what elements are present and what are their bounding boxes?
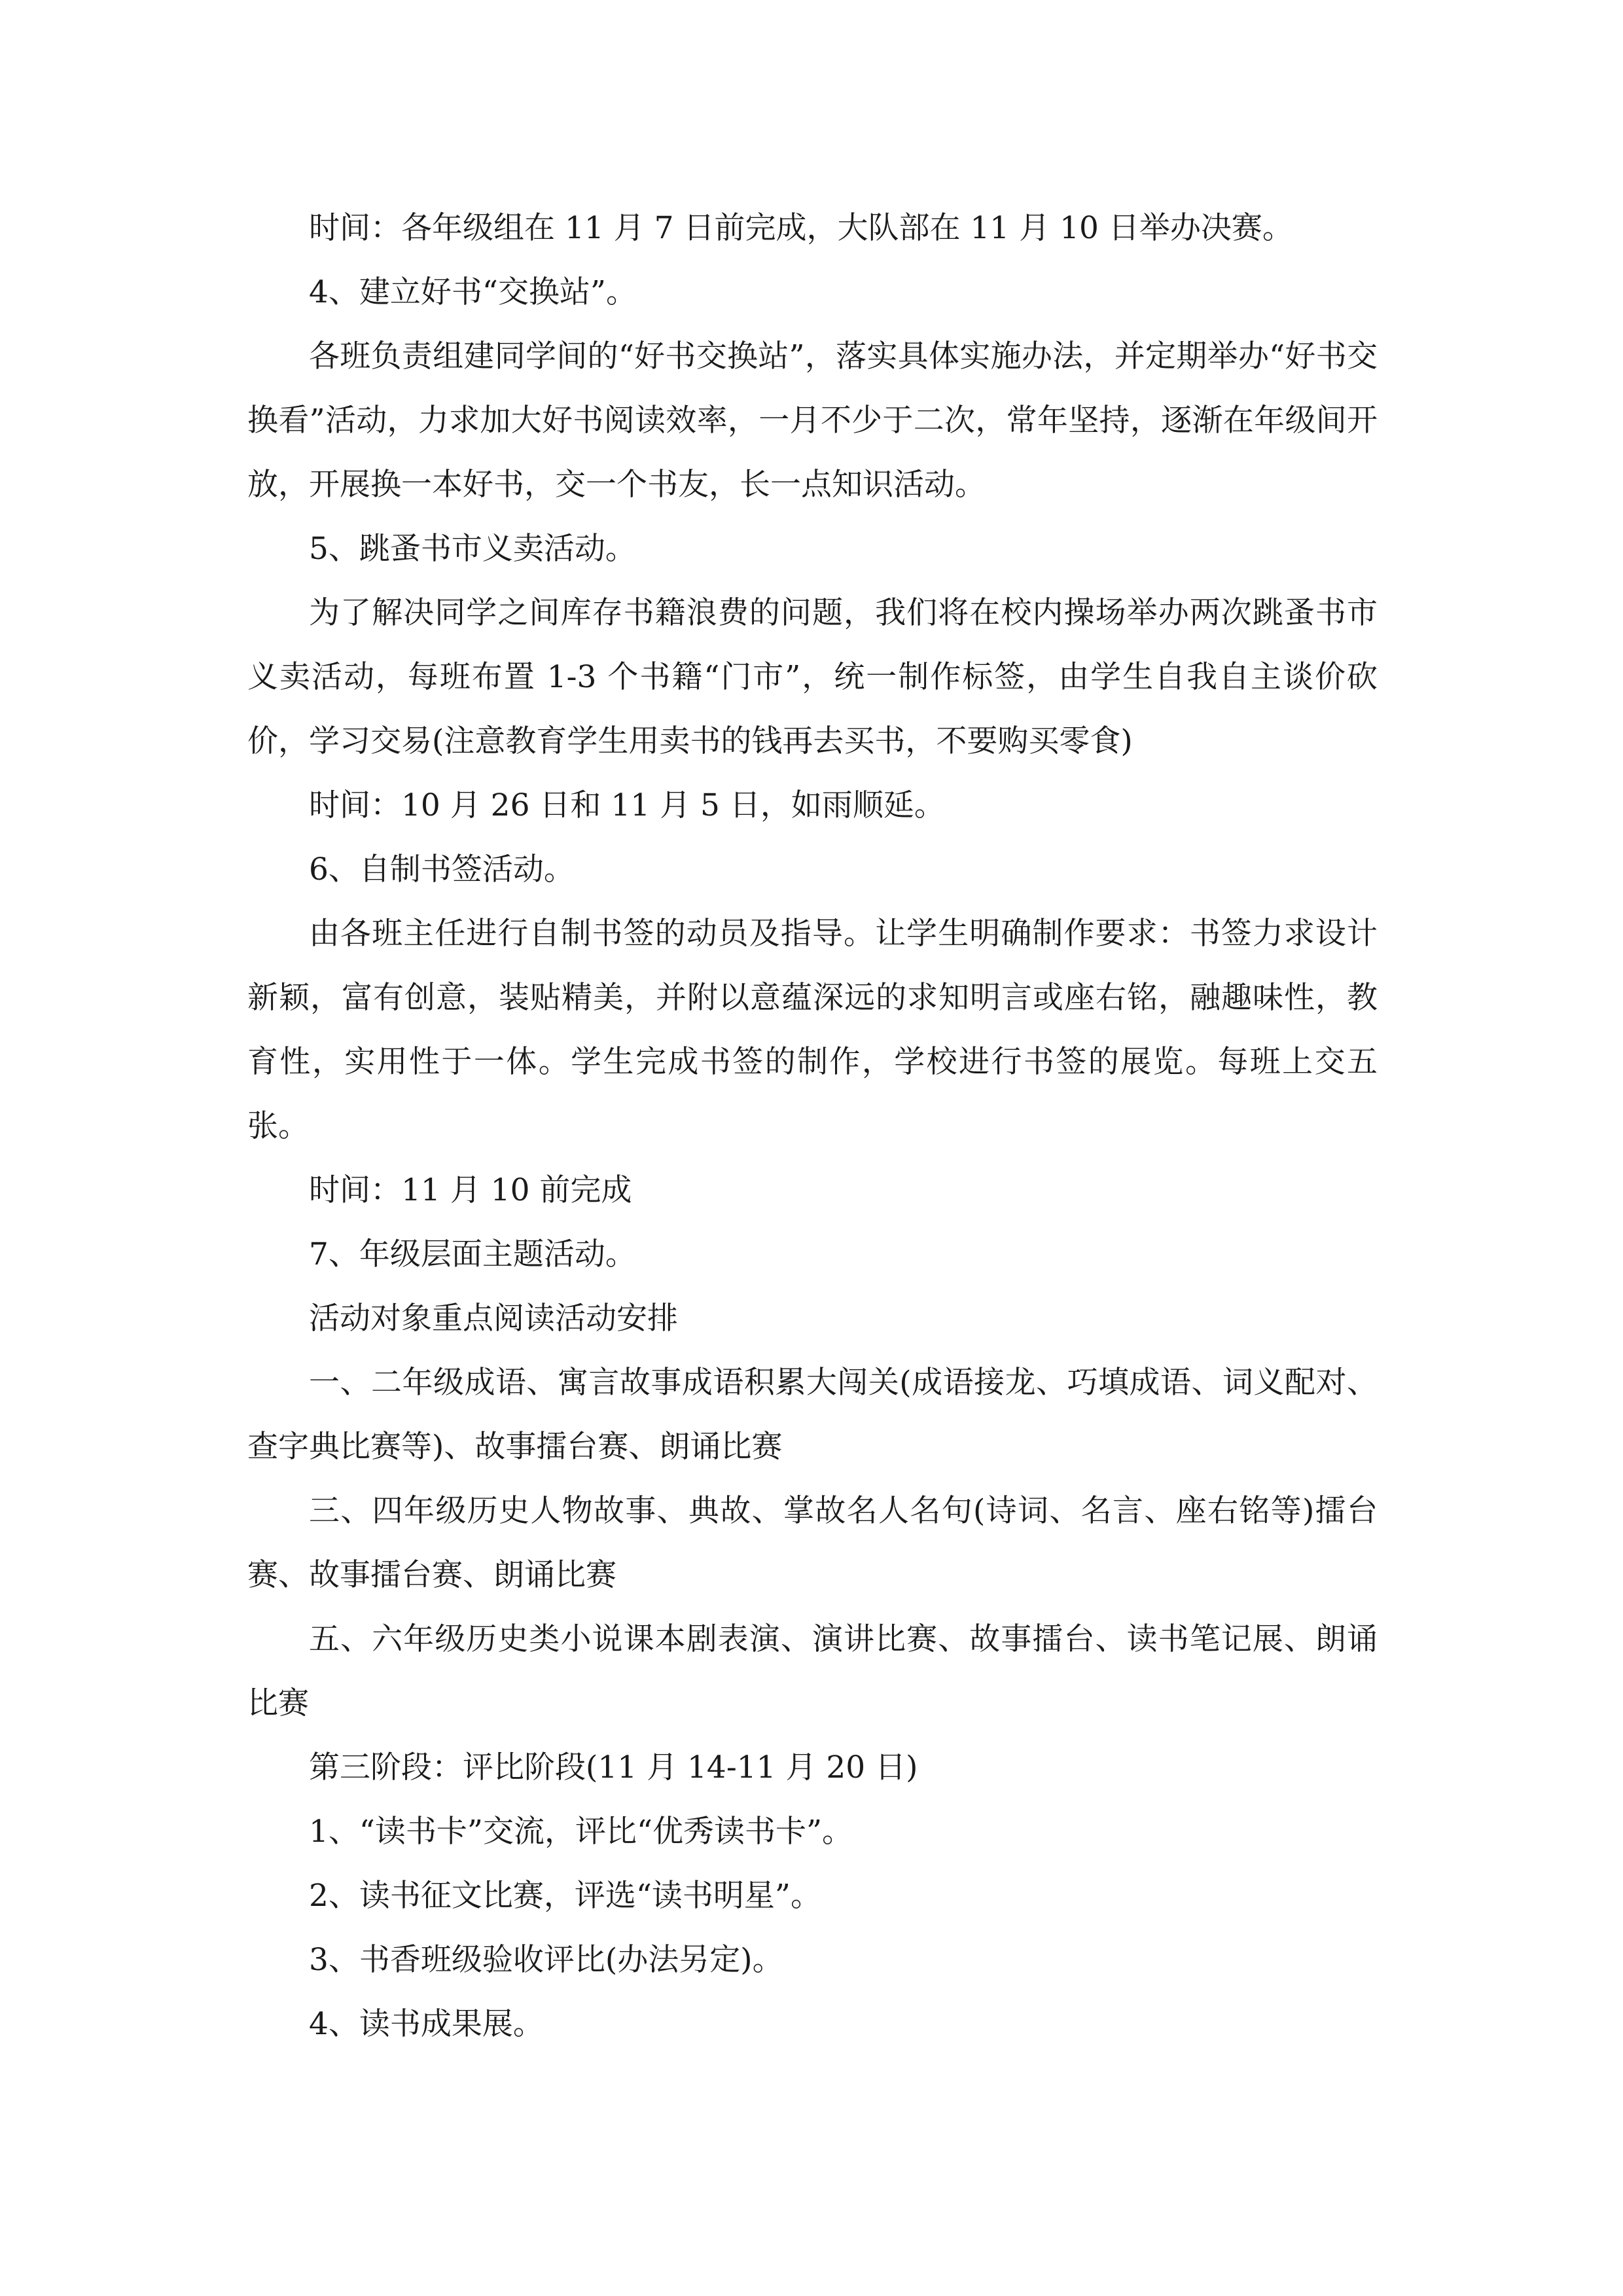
paragraph-grade-5-6: 五、六年级历史类小说课本剧表演、演讲比赛、故事擂台、读书笔记展、朗诵比赛 (247, 1621, 1378, 1721)
paragraph-grade-3-4: 三、四年级历史人物故事、典故、掌故名人名句(诗词、名言、座右铭等)擂台赛、故事擂台赛、朗诵比赛 (247, 1493, 1378, 1593)
list-item-reading-card: 1、“读书卡”交流，评比“优秀读书卡”。 (309, 1814, 853, 1850)
paragraph-time-bookmark: 时间：11 月 10 前完成 (309, 1172, 632, 1208)
paragraph-time-final: 时间：各年级组在 11 月 7 日前完成，大队部在 11 月 10 日举办决赛。 (309, 210, 1293, 246)
paragraph-time-market: 时间：10 月 26 日和 11 月 5 日，如雨顺延。 (309, 787, 945, 823)
heading-book-exchange: 4、建立好书“交换站”。 (309, 274, 637, 310)
document-body (247, 196, 1378, 2056)
paragraph-bookmark: 由各班主任进行自制书签的动员及指导。让学生明确制作要求：书签力求设计新颖，富有创意，装贴精美，并附以意蕴深远的求知明言或座右铭，融趣味性，教育性，实用性于一体。学生完成书签的制作，学校进行书签的展览。每班上交五张。 (247, 916, 1378, 1144)
paragraph-grade-1-2: 一、二年级成语、寓言故事成语积累大闯关(成语接龙、巧填成语、词义配对、查字典比赛等)、故事擂台赛、朗诵比赛 (247, 1365, 1378, 1465)
heading-bookmark: 6、自制书签活动。 (309, 852, 575, 888)
heading-grade-activities: 7、年级层面主题活动。 (309, 1236, 636, 1272)
paragraph-book-exchange: 各班负责组建同学间的“好书交换站”，落实具体实施办法，并定期举办“好书交换看”活动，力求加大好书阅读效率，一月不少于二次，常年坚持，逐渐在年级间开放，开展换一本好书，交一个书友，长一点知识活动。 (247, 338, 1378, 503)
paragraph-activity-arrangement: 活动对象重点阅读活动安排 (309, 1300, 678, 1336)
paragraph-flea-market: 为了解决同学之间库存书籍浪费的问题，我们将在校内操场举办两次跳蚤书市义卖活动，每班布置 1-3 个书籍“门市”，统一制作标签，由学生自我自主谈价砍价，学习交易(注意教育学生用卖书的钱再去买书，不要购买零食) (247, 595, 1378, 759)
list-item-essay-contest: 2、读书征文比赛，评选“读书明星”。 (309, 1878, 821, 1914)
list-item-achievement-show: 4、读书成果展。 (309, 2006, 544, 2042)
heading-stage-three: 第三阶段：评比阶段(11 月 14-11 月 20 日) (309, 1749, 918, 1785)
heading-flea-market: 5、跳蚤书市义卖活动。 (309, 531, 636, 567)
list-item-class-evaluation: 3、书香班级验收评比(办法另定)。 (309, 1942, 783, 1978)
